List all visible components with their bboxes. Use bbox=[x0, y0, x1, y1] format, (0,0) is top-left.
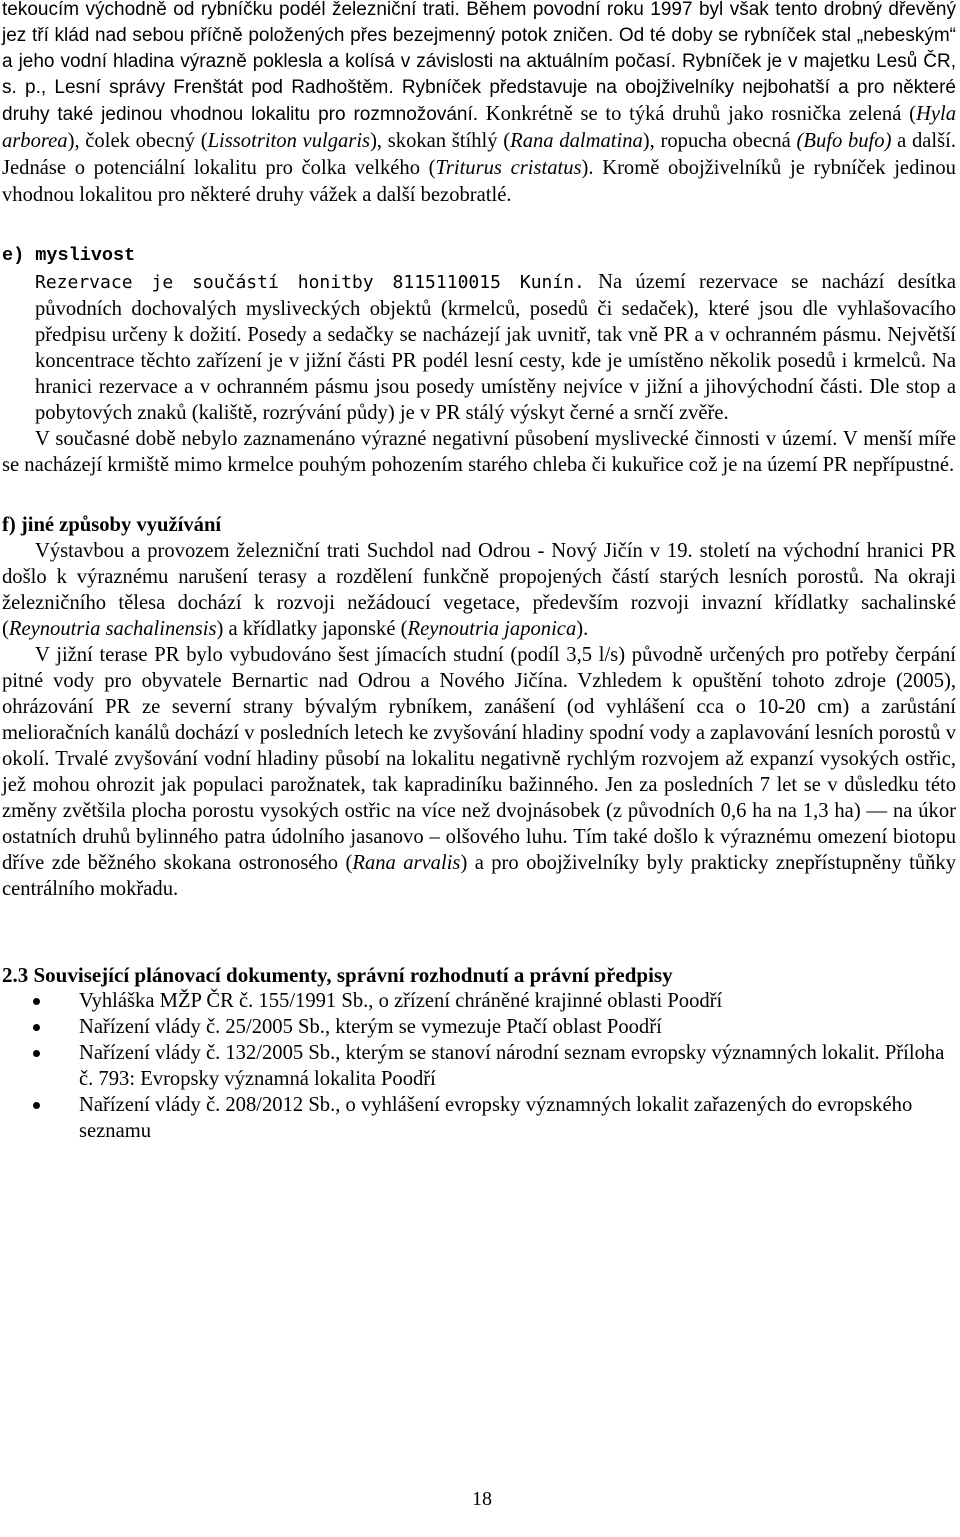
section-heading-jine-zpusoby: f) jiné způsoby využívání bbox=[2, 514, 222, 536]
species-name: Rana dalmatina bbox=[510, 130, 643, 152]
document-page bbox=[2, 0, 956, 1144]
species-name: Triturus cristatus bbox=[435, 157, 582, 179]
paragraph-myslivost-2: V současné době nebylo zaznamenáno výrazné negativní působení myslivecké činnosti v území. V menší míře se nacházejí krmiště mimo krmelce pouhým pohozením starého chleba či kukuřice což je na území PR nepřípustné. bbox=[2, 428, 956, 476]
paragraph-myslivost-1 bbox=[2, 269, 956, 426]
species-name: Reynoutria sachalinensis bbox=[8, 618, 217, 640]
list-item-title: Nařízení vlády č. 25/2005 Sb. bbox=[79, 1016, 325, 1038]
list-item-text: , o vyhlášení evropsky významných lokalit zařazených do evropského seznamu bbox=[79, 1094, 913, 1142]
text: ). bbox=[576, 618, 589, 640]
text: ), skokan štíhlý ( bbox=[370, 130, 511, 152]
text: ). Kromě obojživelníků je rybníček jedinou vhodnou lokalitou pro některé druhy vážek a další bezobratlé. bbox=[2, 157, 956, 206]
text: Rybníček představuje na obojživelníky nejbohatší a pro některé druhy také jedinou vhodnou lokalitu pro rozmnožování. bbox=[2, 77, 956, 125]
text: Rezervace je součástí honitby 8115110015 Kunín. bbox=[35, 272, 585, 293]
list-item-title: Vyhláška MŽP ČR č. 155/1991 Sb. bbox=[79, 990, 369, 1012]
section-heading-myslivost: e) myslivost bbox=[2, 245, 136, 266]
list-item-title: Nařízení vlády č. 132/2005 Sb. bbox=[79, 1042, 336, 1064]
species-name: Hyla arborea bbox=[2, 103, 956, 152]
list-item-text: , o zřízení chráněné krajinné oblasti Poodří bbox=[368, 990, 723, 1012]
list-item-title: Nařízení vlády č. 208/2012 Sb. bbox=[79, 1094, 336, 1116]
bullet-icon bbox=[33, 1050, 40, 1057]
text: Na území rezervace se nachází desítka původních dochovalých mysliveckých objektů (krmelců, posedů či sedaček), které jsou dle vyhlašovacího předpisu určeny k dožití. Posedy a sedačky se nacházejí jak uvnitř, tak vně PR a v ochranném pásmu. Největší koncentrace těchto zařízení je v jižní části PR podél lesní cesty, kde je umístěno několik posedů i krmelců. Na hranici rezervace a v ochranném pásmu jsou posedy umístěny nejvíce v jižní a jihovýchodní části. Dle stop a pobytových znaků (kaliště, rozrývání půdy) je v PR stálý výskyt černé a srnčí zvěře. bbox=[35, 271, 956, 424]
paragraph-jine-1 bbox=[2, 538, 956, 642]
page-number: 18 bbox=[472, 1488, 492, 1510]
text: a další. Jednáse o potenciální lokalitu pro čolka velkého ( bbox=[2, 130, 956, 179]
text: ) a pro obojživelníky byly prakticky znepřístupněny tůňky centrálního mokřadu. bbox=[2, 852, 957, 900]
bullet-icon bbox=[33, 1102, 40, 1109]
bullet-icon bbox=[33, 998, 40, 1005]
text: Výstavbou a provozem železniční trati Suchdol nad Odrou - Nový Jičín v 19. století na východní hranici PR došlo k výraznému narušení terasy a rozdělení funkčně propojených částí starých lesních porostů. Na okraji železničního tělesa dochází k rozvoji nežádoucí vegetace, především rozvoji invazní křídlatky sachalinské ( bbox=[2, 540, 956, 640]
text: ) a křídlatky japonské ( bbox=[216, 618, 408, 640]
list-item bbox=[2, 1040, 956, 1092]
text: ), ropucha obecná bbox=[642, 130, 797, 152]
text: Konkrétně se to týká druhů jako rosnička zelená ( bbox=[478, 103, 916, 125]
list-item bbox=[2, 1092, 956, 1144]
page-footer bbox=[0, 1486, 960, 1512]
paragraph-jine-2 bbox=[2, 642, 956, 902]
species-name: Rana arvalis bbox=[352, 852, 461, 874]
text: V jižní terase PR bylo vybudováno šest jímacích studní (podíl 3,5 l/s) původně určených pro potřeby čerpání pitné vody pro obyvatele Bernartic nad Odrou a Nového Jičína. Vzhledem k opuštění tohoto zdroje (2005), ohrázování PR ze severní strany bývalým rybníkem, zanášení (od vyhlášení cca o 10-20 cm) a zarůstání melioračních kanálů dochází v posledních letech ke zvyšování hladiny spodní vody a zaplavování lesních porostů v okolí. Trvalé zvyšování vodní hladiny působí na lokalitu negativně rychlým rozvojem až expanzí vysokých ostřic, jež mohou ohrozit jak populaci parožnatek, tak kapradiníku bažinného. Jen za posledních 7 let se v důsledku této změny zvětšila plocha porostu vysokých ostřic na více než dvojnásobek (z původních 0,6 ha na 1,3 ha) — na úkor ostatních druhů bylinného patra údolního jasanovo – olšového luhu. Tím také došlo k výraznému omezení biotopu dříve zde běžného skokana ostronosého ( bbox=[2, 644, 956, 874]
list-item bbox=[2, 988, 956, 1014]
bullet-icon bbox=[33, 1024, 40, 1031]
text: tekoucím východně od rybníčku podél železniční trati. Během povodní roku 1997 byl však tento drobný dřevěný jez tří klád nad sebou příčně položených přes bezejmenný potok zničen. Od té doby se rybníček stal „nebeským“ a jeho vodní hladina výrazně poklesla a kolísá v závislosti na aktuálním počasí. Rybníček je v majetku Lesů ČR, s. p., Lesní správy Frenštát pod Radhoštěm. bbox=[2, 0, 956, 98]
species-name: Lissotriton vulgaris bbox=[207, 130, 371, 152]
list-item bbox=[2, 1014, 956, 1040]
legal-documents-list bbox=[2, 988, 956, 1144]
section-heading-2-3: 2.3 Související plánovací dokumenty, správní rozhodnutí a právní předpisy bbox=[2, 963, 673, 987]
species-name: Reynoutria japonica bbox=[407, 618, 577, 640]
list-item-text: , kterým se vymezuje Ptačí oblast Poodří bbox=[324, 1016, 662, 1038]
species-name: (Bufo bufo) bbox=[796, 130, 892, 152]
list-item-text: , kterým se stanoví národní seznam evropsky významných lokalit. Příloha č. 793: Evropsky významná lokalita Poodří bbox=[79, 1042, 945, 1090]
text: ), čolek obecný ( bbox=[67, 130, 208, 152]
paragraph-rybnicek-history bbox=[2, 0, 956, 209]
